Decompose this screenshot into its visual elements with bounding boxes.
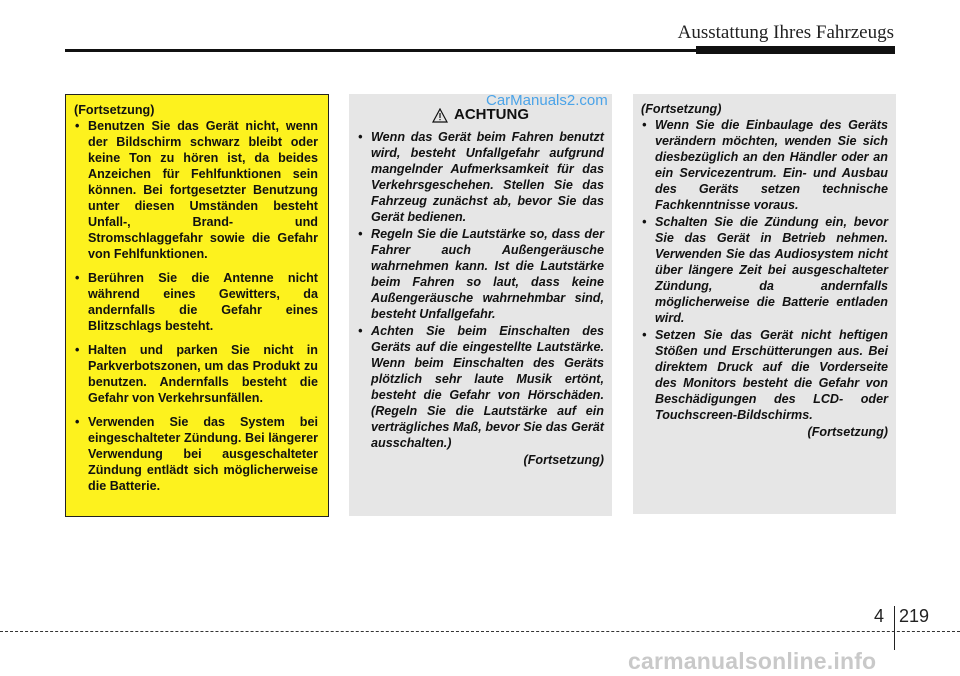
header-rule-accent [696, 46, 895, 54]
list-item: • Verwenden Sie das System bei eingeschalteter Zündung. Bei längerer Verwendung bei ausgeschalteter Zündung entlädt sich möglicherweise die Batterie. [74, 414, 318, 494]
warning-triangle-icon [432, 108, 448, 123]
continues-label: (Fortsetzung) [523, 453, 604, 467]
list-item: • Wenn das Gerät beim Fahren benutzt wird, besteht Unfallgefahr aufgrund mangelnder Aufmerksamkeit für das Verkehrsgeschehen. Stellen Sie das Fahrzeug zunächst ab, bevor Sie das Gerät bedienen. [357, 129, 604, 225]
list-item: • Halten und parken Sie nicht in Parkverbotszonen, um das Produkt zu benutzen. Andernfalls besteht die Gefahr von Verkehrsunfällen. [74, 342, 318, 406]
continues-label: (Fortsetzung) [807, 425, 888, 439]
list-item: • Wenn Sie die Einbaulage des Geräts verändern möchten, wenden Sie sich diesbezüglich an den Händler oder an ein Servicezentrum. Ein- und Ausbau des Geräts setzen technische Fachkenntnisse voraus. [641, 117, 888, 213]
caution-heading-text: ACHTUNG [454, 106, 529, 123]
continued-label: (Fortsetzung) [74, 103, 155, 117]
continued-label: (Fortsetzung) [641, 102, 722, 116]
page-number-separator [894, 606, 895, 650]
caution-list [357, 129, 604, 451]
list-item: • Berühren Sie die Antenne nicht während eines Gewitters, da andernfalls die Gefahr eines Blitzschlags besteht. [74, 270, 318, 334]
caution-box-continued [633, 94, 896, 514]
note-box-continued [65, 94, 329, 517]
list-item: • Setzen Sie das Gerät nicht heftigen Stößen und Erschütterungen aus. Bei direktem Druck auf die Vorderseite des Monitors besteht die Gefahr von Beschädigungen des LCD- oder Touchscreen-Bildschirms. [641, 327, 888, 423]
watermark-bottom: carmanualsonline.info [628, 648, 877, 674]
caution-list-continued [641, 117, 888, 423]
note-list [74, 118, 318, 494]
page-number: 219 [899, 606, 930, 626]
caution-box [349, 94, 612, 516]
chapter-number: 4 [874, 606, 885, 626]
watermark-top: CarManuals2.com [486, 92, 608, 109]
list-item: • Regeln Sie die Lautstärke so, dass der Fahrer auch Außengeräusche wahrnehmen kann. Ist die Lautstärke beim Fahren so laut, dass keine Außengeräusche wahrnehmbar sind, besteht Unfallgefahr. [357, 226, 604, 322]
footer-rule [0, 631, 960, 632]
page-header-title: Ausstattung Ihres Fahrzeugs [677, 22, 894, 43]
list-item: • Achten Sie beim Einschalten des Geräts auf die eingestellte Lautstärke. Wenn beim Einschalten des Geräts plötzlich sehr laute Musik ertönt, besteht die Gefahr von Hörschäden. (Regeln Sie die Lautstärke auf ein verträgliches Maß, bevor Sie das Gerät ausschalten.) [357, 323, 604, 451]
list-item: • Benutzen Sie das Gerät nicht, wenn der Bildschirm schwarz bleibt oder keine Ton zu hören ist, da beides Anzeichen für Fehlfunktionen sein können. Bei fortgesetzter Benutzung unter diesen Umständen besteht Unfall-, Brand- und Stromschlaggefahr sowie die Gefahr von Fehlfunktionen. [74, 118, 318, 262]
list-item: • Schalten Sie die Zündung ein, bevor Sie das Gerät in Betrieb nehmen. Verwenden Sie das Audiosystem nicht über längere Zeit bei ausgeschalteter Zündung, da andernfalls möglicherweise die Batterie entladen wird. [641, 214, 888, 326]
